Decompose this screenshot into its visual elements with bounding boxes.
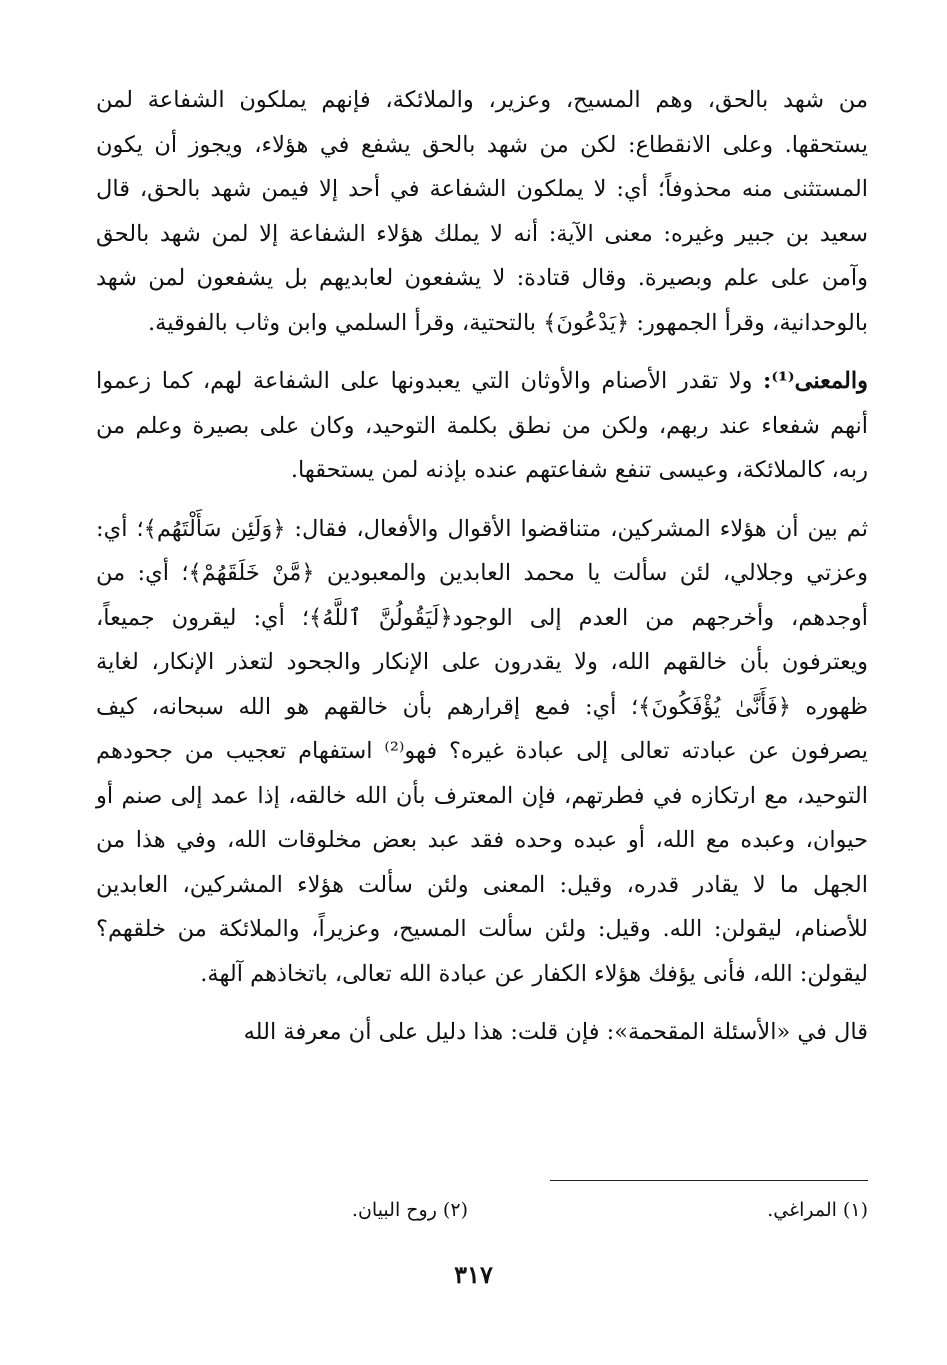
paragraph-2: [96, 359, 868, 493]
page-body: [96, 78, 868, 1055]
footnote-2: (٢) روح البيان.: [351, 1199, 468, 1221]
paragraph-3-text: ثم بين أن هؤلاء المشركين، متناقضوا الأقوال والأفعال، فقال: ﴿وَلَئِن سَأَلْتَهُم﴾؛ أي: وعزتي وجلالي، لئن سألت يا محمد العابدين والمعبودين ﴿مَّنْ خَلَقَهُمْ﴾؛ أي: من أوجدهم، وأخرجهم من العدم إلى الوجود﴿لَيَقُولُنَّ ٱللَّهُ﴾؛ أي: ليقرون جميعاً، ويعترفون بأن خالقهم الله، ولا يقدرون على الإنكار والجحود لتعذر الإنكار، لغاية ظهوره ﴿فَأَنَّىٰ يُؤْفَكُونَ﴾؛ أي: فمع إقرارهم بأن خالقهم هو الله سبحانه، كيف يصرفون عن عبادته تعالى إلى عبادة غيره؟ فهو⁽²⁾ استفهام تعجيب من جحودهم التوحيد، مع ارتكازه في فطرتهم، فإن المعترف بأن الله خالقه، إذا عمد إلى صنم أو حيوان، وعبده مع الله، أو عبده وحده فقد عبد بعض مخلوقات الله، وفي هذا من الجهل ما لا يقادر قدره، وقيل: المعنى ولئن سألت هؤلاء المشركين، العابدين للأصنام، ليقولن: الله. وقيل: ولئن سألت المسيح، وعزيراً، والملائكة من خلقهم؟ ليقولن: الله، فأنى يؤفك هؤلاء الكفار عن عبادة الله تعالى، باتخاذهم آلهة.: [96, 515, 869, 987]
paragraph-1: [96, 78, 868, 345]
paragraph-1-text: من شهد بالحق، وهم المسيح، وعزير، والملائكة، فإنهم يملكون الشفاعة لمن يستحقها. وعلى الانقطاع: لكن من شهد بالحق يشفع في هؤلاء، ويجوز أن يكون المستثنى منه محذوفاً؛ أي: لا يملكون الشفاعة في أحد إلا فيمن شهد بالحق، قال سعيد بن جبير وغيره: معنى الآية: أنه لا يملك هؤلاء الشفاعة إلا لمن شهد بالحق وآمن على علم وبصيرة. وقال قتادة: لا يشفعون لعابديهم بل يشفعون لمن شهد بالوحدانية، وقرأ الجمهور: ﴿يَدْعُونَ﴾ بالتحتية، وقرأ السلمي وابن وثاب بالفوقية.: [96, 87, 868, 336]
paragraph-4-text: قال في «الأسئلة المقحمة»: فإن قلت: هذا دليل على أن معرفة الله: [243, 1019, 868, 1045]
page-number: ٣١٧: [454, 1260, 493, 1289]
paragraph-3: [96, 507, 868, 997]
footnote-1: (١) المراغي.: [767, 1199, 868, 1221]
paragraph-4: [96, 1010, 868, 1055]
paragraph-2-lead: والمعنى⁽¹⁾:: [763, 368, 868, 394]
paragraph-2-text: ولا تقدر الأصنام والأوثان التي يعبدونها على الشفاعة لهم، كما زعموا أنهم شفعاء عند ربهم، ولكن من نطق بكلمة التوحيد، وكان على بصيرة وعلم من ربه، كالملائكة، وعيسى تنفع شفاعتهم عنده بإذنه لمن يستحقها.: [96, 368, 868, 483]
footnote-separator: [550, 1180, 868, 1181]
